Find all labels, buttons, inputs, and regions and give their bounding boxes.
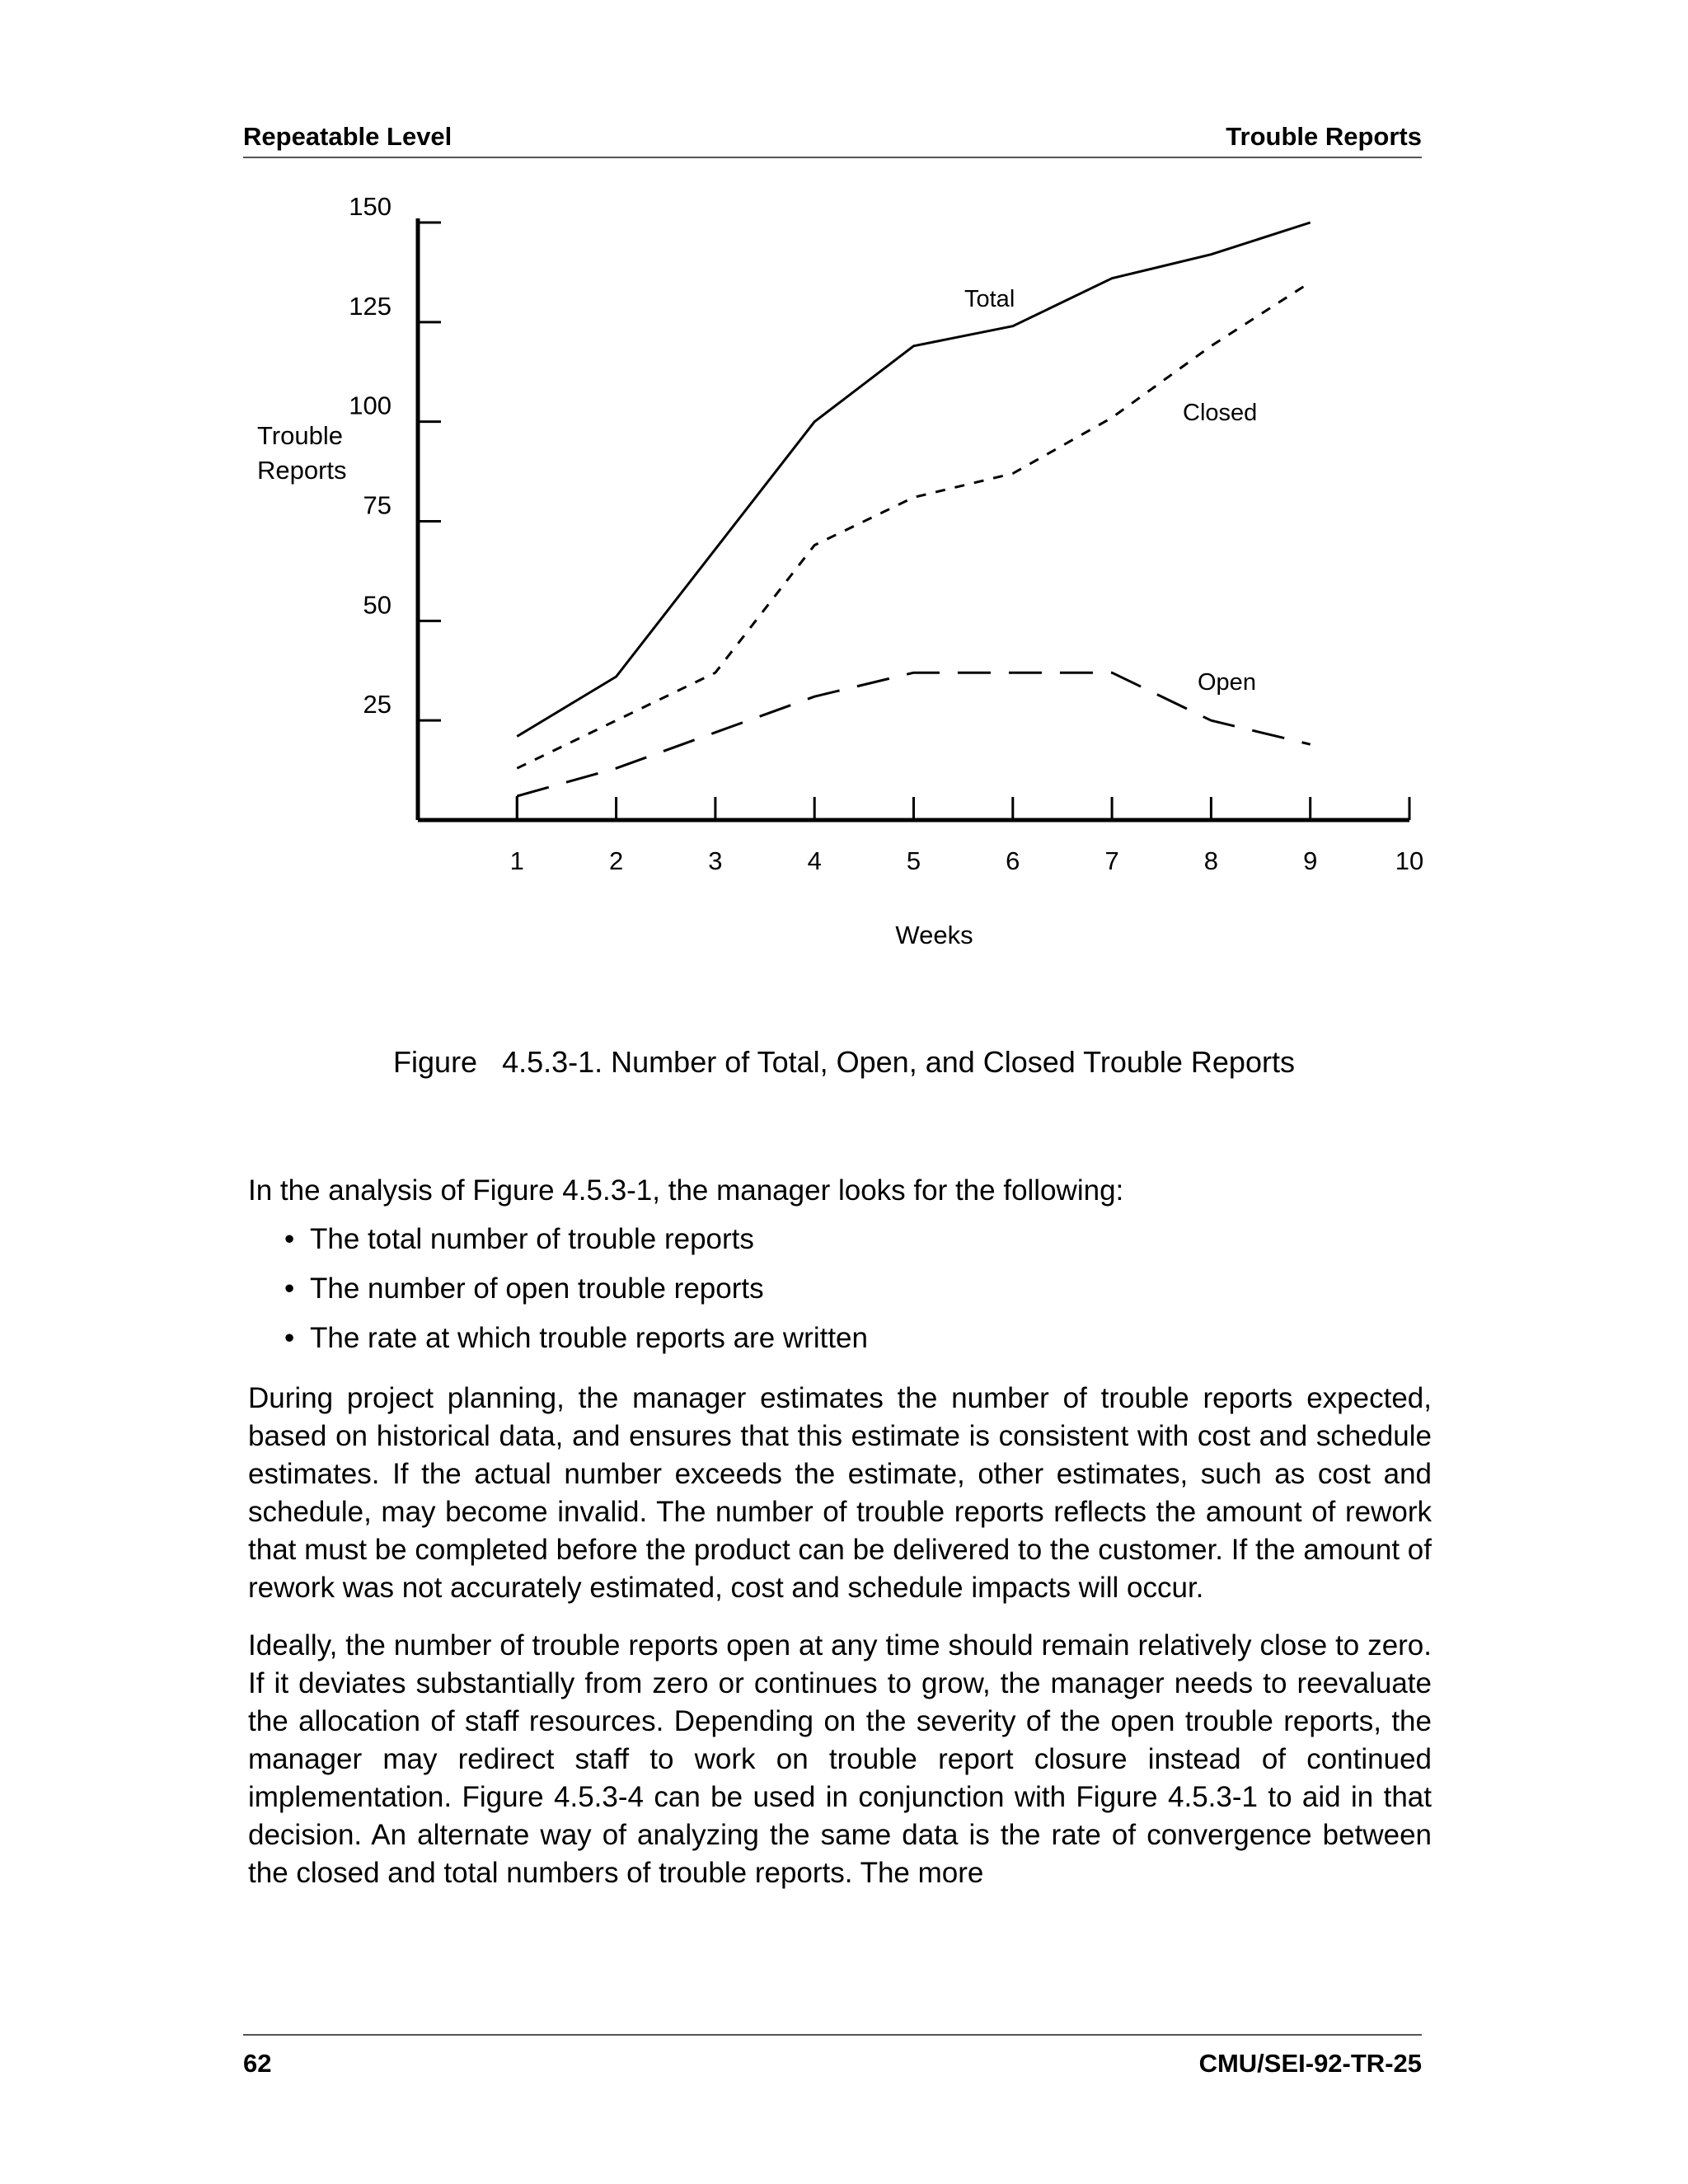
x-tick-label: 9 bbox=[1303, 846, 1318, 875]
trouble-reports-chart bbox=[239, 185, 1459, 977]
x-tick-label: 5 bbox=[906, 846, 921, 875]
series-line-closed bbox=[517, 283, 1310, 769]
y-axis-title-line: Trouble bbox=[257, 421, 343, 450]
report-id: CMU/SEI-92-TR-25 bbox=[1198, 2049, 1422, 2078]
y-tick-label: 25 bbox=[363, 690, 392, 719]
series-label-closed: Closed bbox=[1183, 400, 1258, 426]
series-label-open: Open bbox=[1198, 669, 1256, 696]
x-tick-label: 10 bbox=[1395, 846, 1424, 875]
figure-caption: Figure 4.5.3-1. Number of Total, Open, and Closed Trouble Reports bbox=[393, 1045, 1295, 1079]
x-tick-label: 4 bbox=[807, 846, 822, 875]
x-tick-label: 8 bbox=[1203, 846, 1219, 875]
page-number: 62 bbox=[243, 2049, 272, 2078]
series-line-total bbox=[517, 223, 1310, 737]
y-tick-label: 150 bbox=[349, 192, 392, 221]
body-text bbox=[248, 1172, 1432, 1912]
series-label-total: Total bbox=[964, 286, 1015, 312]
bullet-marker: • bbox=[284, 1322, 295, 1354]
x-tick-label: 6 bbox=[1006, 846, 1020, 875]
y-axis-title-line: Reports bbox=[257, 456, 347, 485]
x-tick-label: 1 bbox=[509, 846, 524, 875]
paragraph-planning: During project planning, the manager estimates the number of trouble reports expected, based on historical data, and ensures that this estimate is consistent with cost and schedule estimates. If the actual number exceeds the estimate, other estimates, such as cost and schedule, may become invalid. The number of trouble reports reflects the amount of rework that must be completed before the product can be delivered to the customer. If the amount of rework was not accurately estimated, cost and schedule impacts will occur. bbox=[248, 1382, 1432, 1604]
bullet-marker: • bbox=[284, 1272, 295, 1305]
running-footer bbox=[243, 2034, 1422, 2079]
running-header bbox=[243, 122, 1422, 158]
paragraph-open-reports: Ideally, the number of trouble reports open at any time should remain relatively close to zero. If it deviates substantially from zero or continues to grow, the manager needs to reevaluate the allocation of staff resources. Depending on the severity of the open trouble reports, the manager may redirect staff to work on trouble report closure instead of continued implementation. Figure 4.5.3-4 can be used in conjunction with Figure 4.5.3-1 to aid in that decision. An alternate way of analyzing the same data is the rate of convergence between the closed and total numbers of trouble reports. The more bbox=[248, 1629, 1432, 1889]
list-item: • The total number of trouble reports bbox=[248, 1215, 1432, 1264]
x-tick-label: 2 bbox=[608, 846, 624, 875]
y-tick-label: 75 bbox=[363, 490, 392, 520]
intro-sentence: In the analysis of Figure 4.5.3-1, the manager looks for the following: bbox=[248, 1174, 1124, 1207]
list-item: • The number of open trouble reports bbox=[248, 1264, 1432, 1314]
header-section-name: Repeatable Level bbox=[243, 122, 452, 151]
bullet-marker: • bbox=[284, 1223, 295, 1255]
header-topic-name: Trouble Reports bbox=[1226, 122, 1422, 151]
x-axis-title: Weeks bbox=[895, 921, 973, 949]
y-tick-label: 125 bbox=[349, 291, 392, 321]
series-line-open bbox=[517, 673, 1310, 796]
y-tick-label: 100 bbox=[349, 391, 392, 420]
bullet-list bbox=[248, 1215, 1432, 1363]
list-item: • The rate at which trouble reports are written bbox=[248, 1314, 1432, 1363]
y-tick-label: 50 bbox=[363, 590, 392, 620]
x-tick-label: 3 bbox=[708, 846, 723, 875]
x-tick-label: 7 bbox=[1104, 846, 1119, 875]
